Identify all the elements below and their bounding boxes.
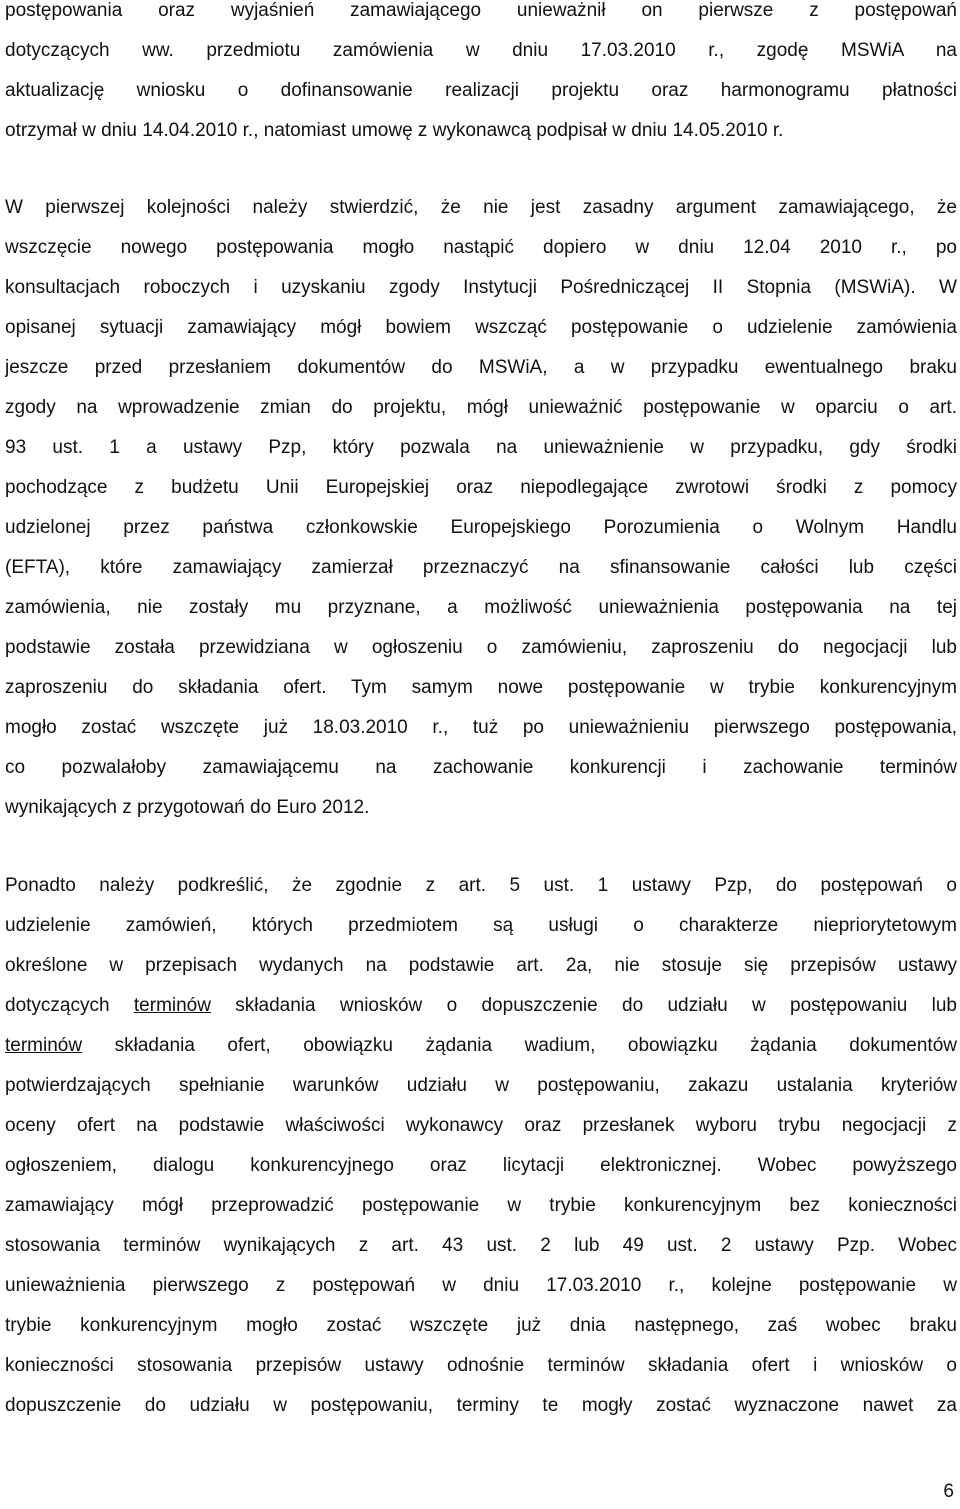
text-line: mogło zostać wszczęte już 18.03.2010 r., tuż po unieważnieniu pierwszego postępowania, xyxy=(5,717,957,738)
text-line: jeszcze przed przesłaniem dokumentów do MSWiA, a w przypadku ewentualnego braku xyxy=(5,357,957,378)
text-line: wynikających z przygotowań do Euro 2012. xyxy=(5,797,370,818)
underlined-term: terminów xyxy=(133,995,211,1016)
underlined-term: terminów xyxy=(5,1035,83,1056)
text-line: potwierdzających spełnianie warunków udziału w postępowaniu, zakazu ustalania kryteriów xyxy=(5,1075,957,1096)
text-line: pochodzące z budżetu Unii Europejskiej oraz niepodlegające zwrotowi środki z pomocy xyxy=(5,477,957,498)
text-line: stosowania terminów wynikających z art. 43 ust. 2 lub 49 ust. 2 ustawy Pzp. Wobec xyxy=(5,1235,957,1256)
text-line: ogłoszeniem, dialogu konkurencyjnego oraz licytacji elektronicznej. Wobec powyższego xyxy=(5,1155,957,1176)
text-line: zgody na wprowadzenie zmian do projektu, mógł unieważnić postępowanie w oparciu o art. xyxy=(5,397,957,418)
page-number: 6 xyxy=(943,1481,954,1502)
text-line: aktualizację wniosku o dofinansowanie realizacji projektu oraz harmonogramu płatności xyxy=(5,80,957,101)
text-line: otrzymał w dniu 14.04.2010 r., natomiast umowę z wykonawcą podpisał w dniu 14.05.2010 r. xyxy=(5,120,784,141)
text-line: podstawie została przewidziana w ogłoszeniu o zamówieniu, zaproszeniu do negocjacji lub xyxy=(5,637,957,658)
text-line xyxy=(5,986,957,1026)
paragraph-1 xyxy=(5,0,957,151)
text-line: zaproszeniu do składania ofert. Tym samym nowe postępowanie w trybie konkurencyjnym xyxy=(5,677,957,698)
text-line: określone w przepisach wydanych na podstawie art. 2a, nie stosuje się przepisów ustawy xyxy=(5,955,957,976)
text-line: udzielenie zamówień, których przedmiotem są usługi o charakterze niepriorytetowym xyxy=(5,915,957,936)
text-line: 93 ust. 1 a ustawy Pzp, który pozwala na unieważnienie w przypadku, gdy środki xyxy=(5,437,957,458)
text-segment: składania wniosków o dopuszczenie do udziału w postępowaniu lub xyxy=(210,995,957,1016)
text-line: dotyczących ww. przedmiotu zamówienia w dniu 17.03.2010 r., zgodę MSWiA na xyxy=(5,40,957,61)
text-line: opisanej sytuacji zamawiający mógł bowiem wszcząć postępowanie o udzielenie zamówienia xyxy=(5,317,957,338)
text-line: Ponadto należy podkreślić, że zgodnie z art. 5 ust. 1 ustawy Pzp, do postępowań o xyxy=(5,875,957,896)
text-line: dopuszczenie do udziału w postępowaniu, terminy te mogły zostać wyznaczone nawet za xyxy=(5,1395,957,1416)
text-line xyxy=(5,1026,957,1066)
text-line: zamawiający mógł przeprowadzić postępowanie w trybie konkurencyjnym bez konieczności xyxy=(5,1195,957,1216)
text-line: unieważnienia pierwszego z postępowań w dniu 17.03.2010 r., kolejne postępowanie w xyxy=(5,1275,957,1296)
paragraph-3 xyxy=(5,866,957,1426)
text-line: konsultacjach roboczych i uzyskaniu zgody Instytucji Pośredniczącej II Stopnia (MSWiA). W xyxy=(5,277,957,298)
text-line: W pierwszej kolejności należy stwierdzić, że nie jest zasadny argument zamawiającego, że xyxy=(5,197,957,218)
paragraph-2 xyxy=(5,188,957,828)
text-line: (EFTA), które zamawiający zamierzał przeznaczyć na sfinansowanie całości lub części xyxy=(5,557,957,578)
text-segment: składania ofert, obowiązku żądania wadium, obowiązku żądania dokumentów xyxy=(82,1035,957,1056)
text-line: konieczności stosowania przepisów ustawy odnośnie terminów składania ofert i wniosków o xyxy=(5,1355,957,1376)
text-line: zamówienia, nie zostały mu przyznane, a możliwość unieważnienia postępowania na tej xyxy=(5,597,957,618)
text-line: trybie konkurencyjnym mogło zostać wszczęte już dnia następnego, zaś wobec braku xyxy=(5,1315,957,1336)
text-line: wszczęcie nowego postępowania mogło nastąpić dopiero w dniu 12.04 2010 r., po xyxy=(5,237,957,258)
text-line: udzielonej przez państwa członkowskie Europejskiego Porozumienia o Wolnym Handlu xyxy=(5,517,957,538)
text-line: oceny ofert na podstawie właściwości wykonawcy oraz przesłanek wyboru trybu negocjacji z xyxy=(5,1115,957,1136)
text-line: postępowania oraz wyjaśnień zamawiającego unieważnił on pierwsze z postępowań xyxy=(5,0,957,21)
text-segment: dotyczących xyxy=(5,995,134,1016)
text-line: co pozwalałoby zamawiającemu na zachowanie konkurencji i zachowanie terminów xyxy=(5,757,957,778)
